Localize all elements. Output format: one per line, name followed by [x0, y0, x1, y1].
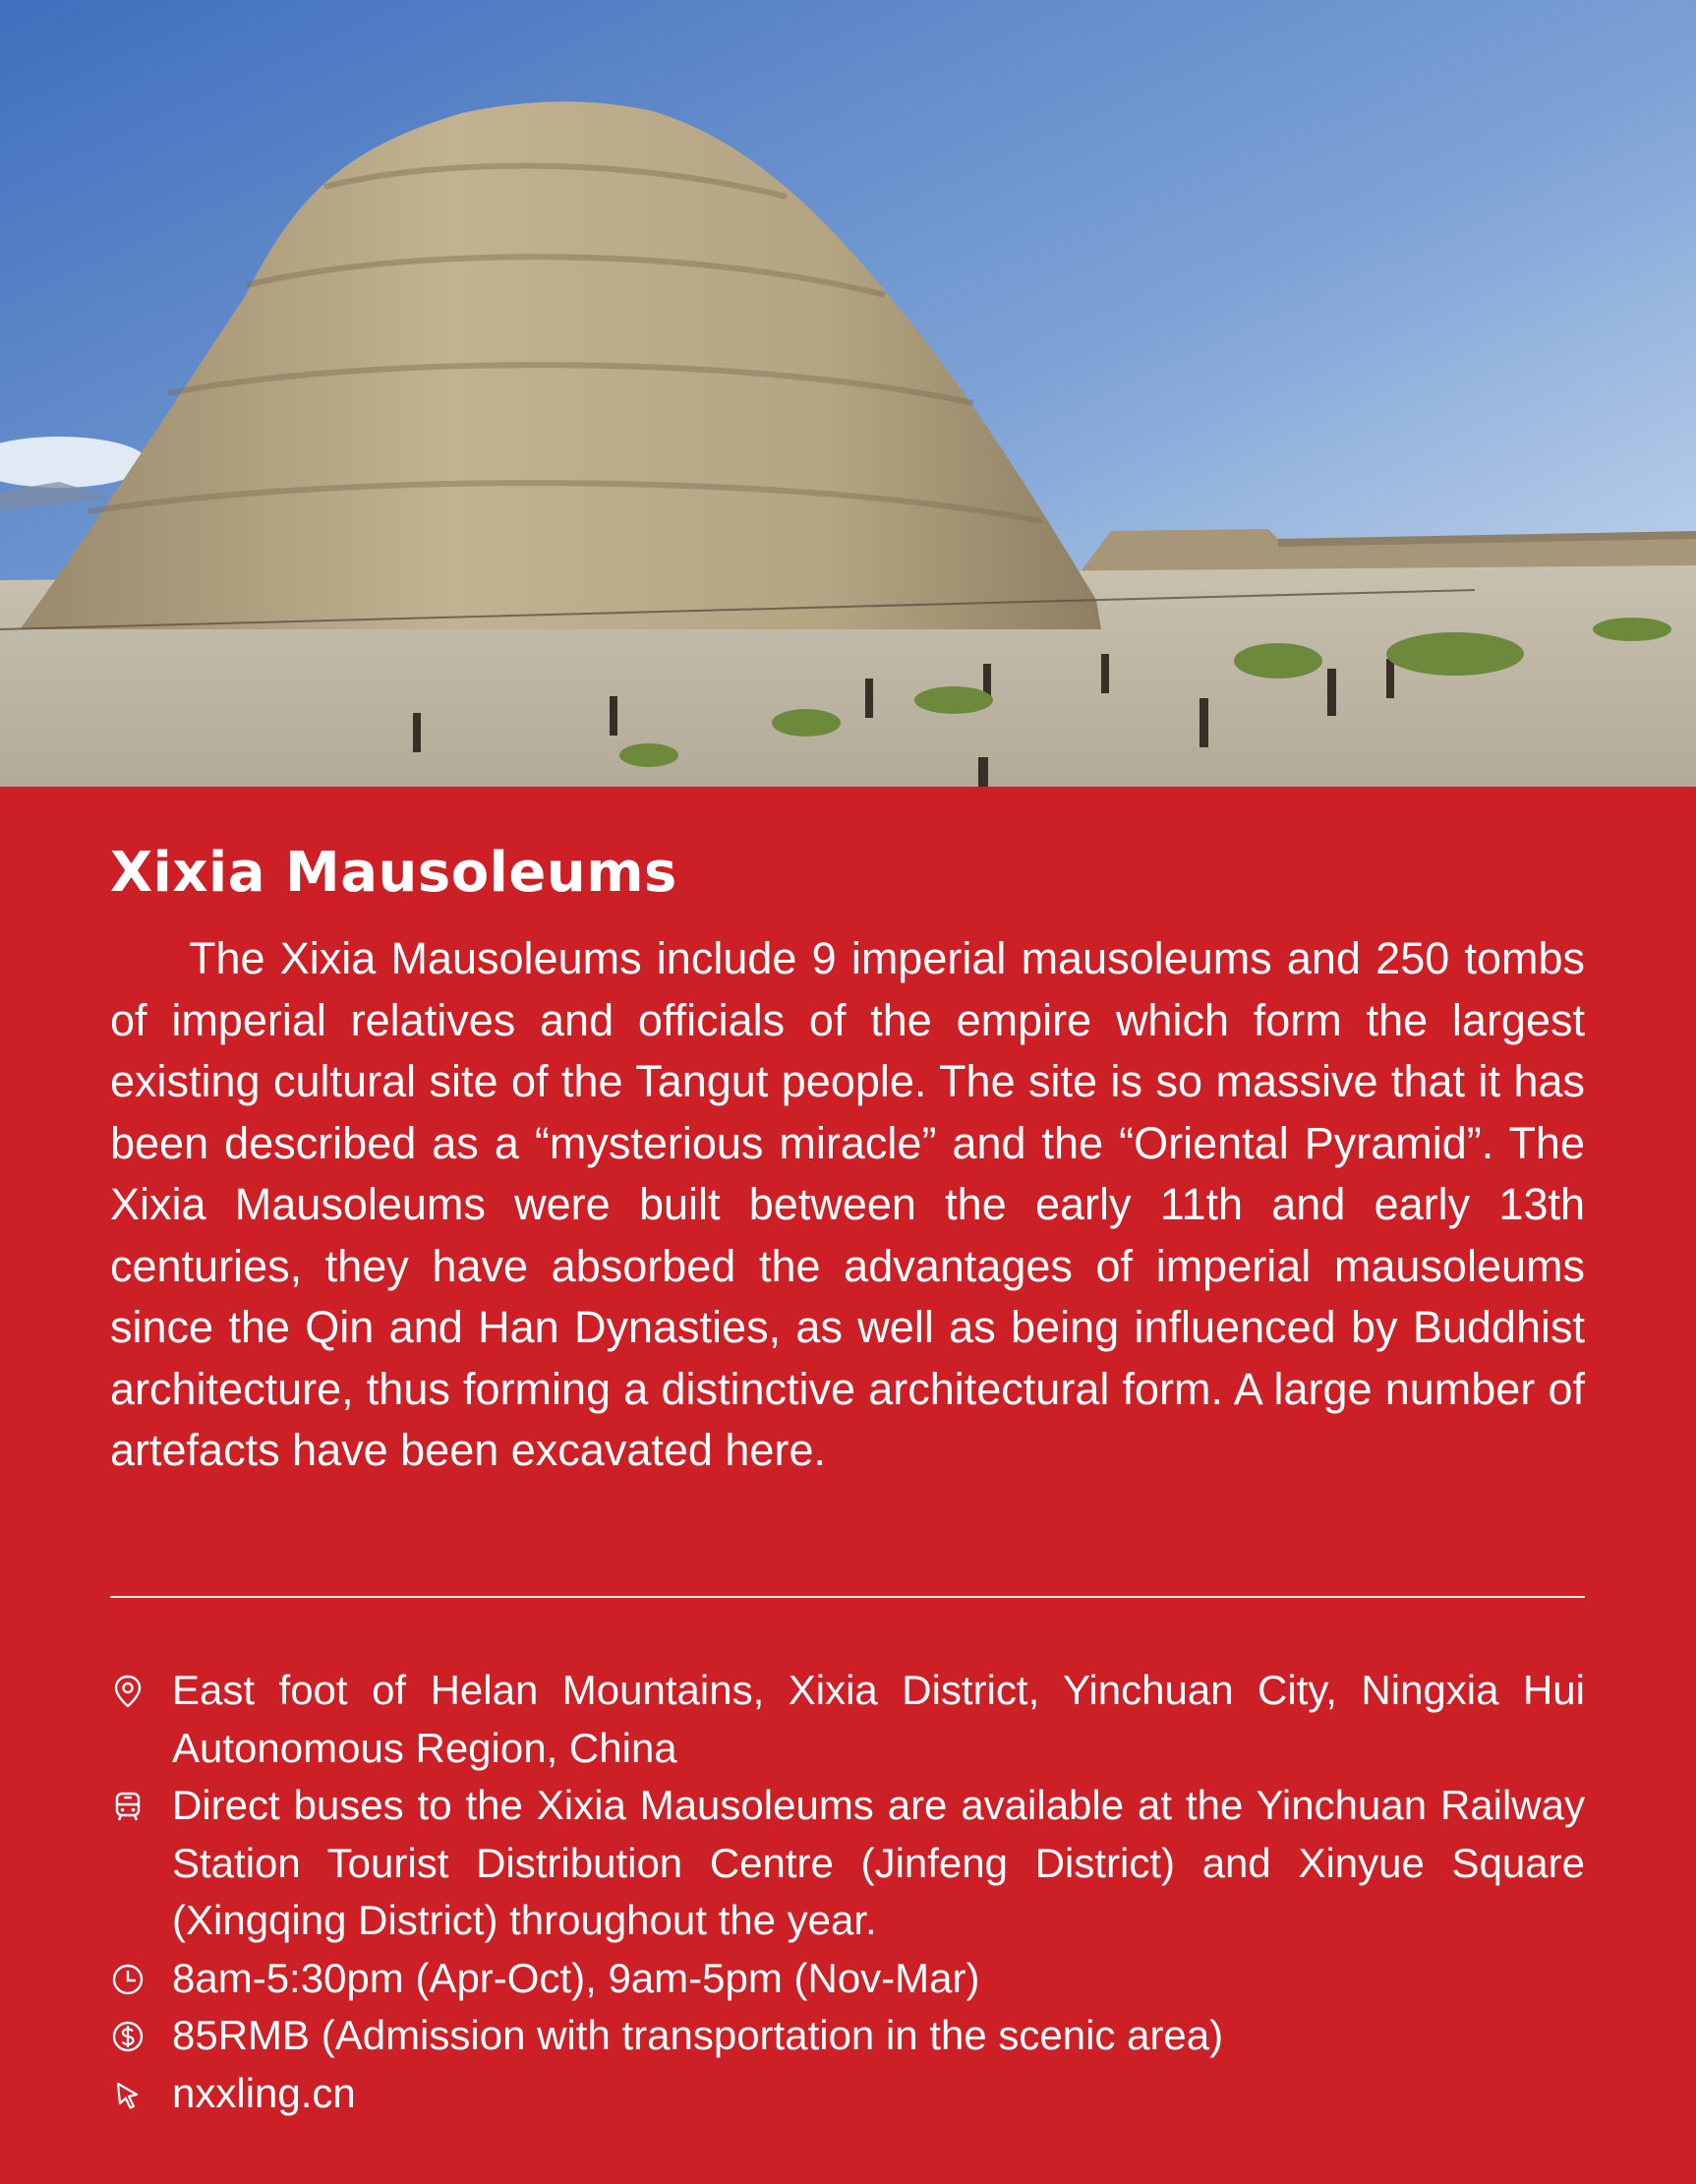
- location-pin-icon: [110, 1674, 146, 1709]
- info-price: [110, 2007, 1585, 2065]
- info-transport: [110, 1777, 1585, 1950]
- website-link[interactable]: nxxling.cn: [172, 2069, 356, 2116]
- dollar-coin-icon: [110, 2019, 146, 2054]
- info-address: [110, 1662, 1585, 1777]
- page-title: Xixia Mausoleums: [110, 841, 677, 905]
- hero-photo: [0, 0, 1696, 787]
- transport-text: Direct buses to the Xixia Mausoleums are available at the Yinchuan Railway Station Tourist Distribution Centre (Jinfeng District) and Xinyue Square (Xingqing District) throughout the year.: [172, 1782, 1585, 1943]
- address-text: East foot of Helan Mountains, Xixia District, Yinchuan City, Ningxia Hui Autonomous Region, China: [172, 1667, 1585, 1771]
- clock-icon: [110, 1962, 146, 1997]
- bus-icon: [110, 1789, 146, 1824]
- info-list: [110, 1662, 1585, 2122]
- price-text: 85RMB (Admission with transportation in the scenic area): [172, 2012, 1224, 2058]
- mausoleum-illustration: [0, 0, 1696, 787]
- description-paragraph: The Xixia Mausoleums include 9 imperial mausoleums and 250 tombs of imperial relatives and officials of the empire which form the largest existing cultural site of the Tangut people. The site is so massive that it has been described as a “mysterious miracle” and the “Oriental Pyramid”. The Xixia Mausoleums were built between the early 11th and early 13th centuries, they have absorbed the advantages of imperial mausoleums since the Qin and Han Dynasties, as well as being influenced by Buddhist architecture, thus forming a distinctive architectural form. A large number of artefacts have been excavated here.: [110, 933, 1585, 1475]
- content-panel: [110, 787, 1585, 2116]
- hours-text: 8am-5:30pm (Apr-Oct), 9am-5pm (Nov-Mar): [172, 1954, 980, 2001]
- cursor-icon: [110, 2077, 146, 2112]
- section-divider: [110, 1596, 1585, 1598]
- info-website[interactable]: [110, 2065, 1585, 2123]
- info-hours: [110, 1950, 1585, 2008]
